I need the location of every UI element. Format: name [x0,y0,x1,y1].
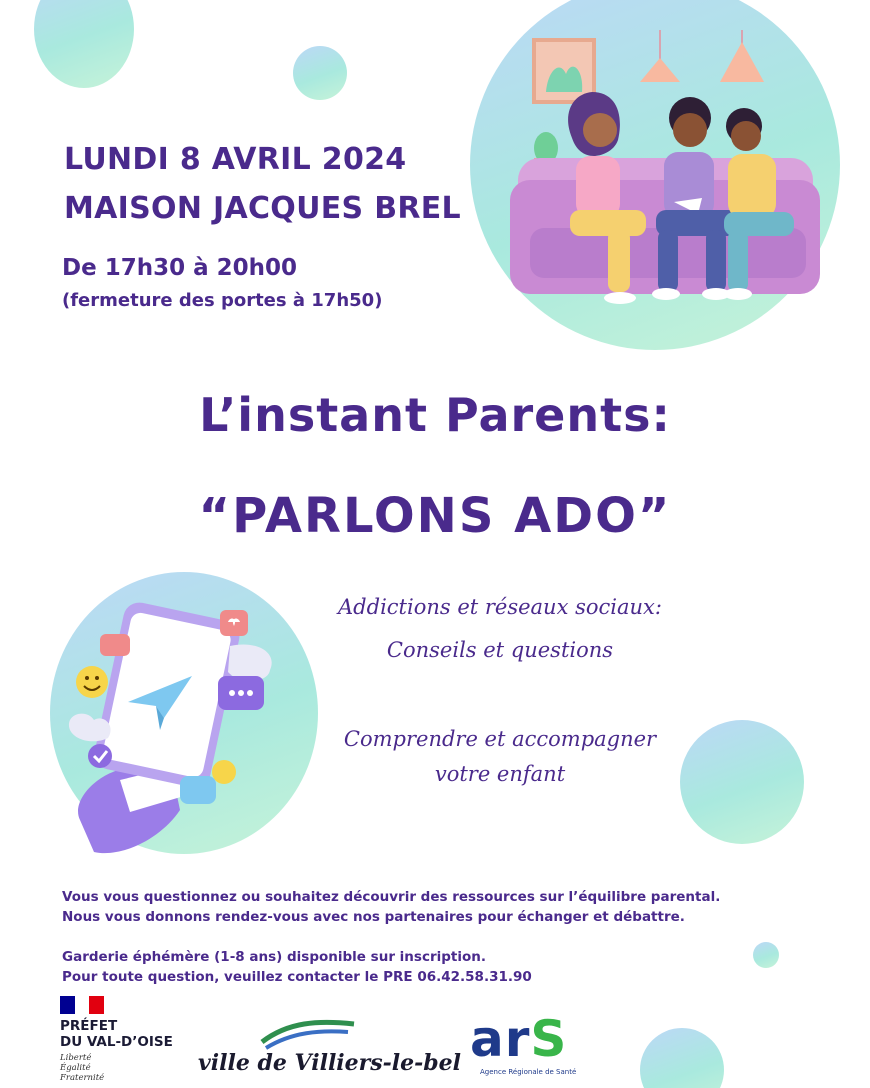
ars-subtitle: Agence Régionale de Santé [480,1068,577,1076]
villiers-swoosh-icon [258,1018,358,1052]
poster-subtitle: “PARLONS ADO” [198,488,672,544]
villiers-le-bel-logo [198,1018,461,1084]
prefet-line-2: DU VAL-D’OISE [60,1034,173,1050]
french-flag-icon [60,996,104,1014]
motto-liberte: Liberté [60,1053,92,1063]
event-venue: MAISON JACQUES BREL [64,191,461,226]
prefet-name [60,1018,210,1050]
poster-title: L’instant Parents: [199,388,671,442]
ars-logo [468,1010,628,1086]
childcare-info: Garderie éphémère (1-8 ans) disponible sur inscription. [62,949,486,965]
prefet-line-1: PRÉFET [60,1018,118,1034]
motto-egalite: Égalité [60,1063,91,1073]
description-line-2: Nous vous donnons rendez-vous avec nos partenaires pour échanger et débattre. [62,909,685,925]
ville-name: ville de Villiers-le-bel [198,1050,461,1076]
topic-understand: Comprendre et accompagner [343,727,657,751]
deco-circle-top-left [34,0,134,88]
deco-circle-tiny [753,942,779,968]
prefet-logo [60,996,210,1083]
doors-closing-note: (fermeture des portes à 17h50) [62,290,383,311]
deco-circle-small-top [293,46,347,100]
topic-child: votre enfant [434,762,566,786]
topic-addictions: Addictions et réseaux sociaux: [338,595,662,619]
event-date: LUNDI 8 AVRIL 2024 [64,142,407,177]
topic-advice: Conseils et questions [386,638,614,662]
family-sofa-illustration [510,30,820,310]
contact-info: Pour toute question, veuillez contacter le PRE 06.42.58.31.90 [62,969,532,985]
deco-circle-bottom [640,1028,724,1088]
description-line-1: Vous vous questionnez ou souhaitez découvrir des ressources sur l’équilibre parental. [62,889,721,905]
ars-wordmark: arS [470,1010,568,1068]
event-time: De 17h30 à 20h00 [62,255,298,281]
phone-hand-illustration [60,590,300,860]
republic-motto [60,1053,210,1083]
motto-fraternite: Fraternité [60,1073,105,1083]
